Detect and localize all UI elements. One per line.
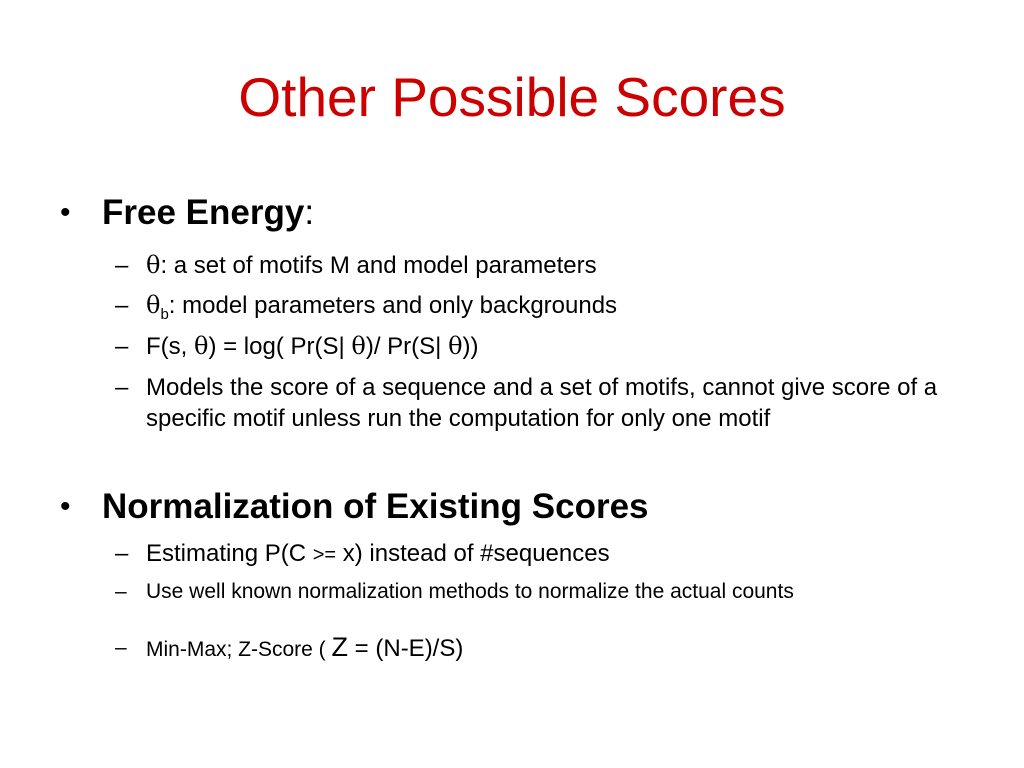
theta-subscript: b bbox=[160, 306, 169, 323]
heading-free-energy: Free Energy bbox=[102, 193, 305, 232]
bullet-icon: • bbox=[60, 490, 71, 523]
list-item bbox=[115, 372, 965, 434]
dash-icon: – bbox=[115, 333, 129, 360]
heading-normalization: Normalization of Existing Scores bbox=[102, 487, 649, 526]
list-item bbox=[115, 632, 965, 665]
dash-icon: – bbox=[115, 292, 129, 319]
item-text: Use well known normalization methods to normalize the actual counts bbox=[146, 580, 794, 603]
slide-title: Other Possible Scores bbox=[238, 66, 786, 128]
theta-symbol: θ bbox=[351, 332, 366, 360]
formula-free-energy: F(s, θ) = log( Pr(S| θ)/ Pr(S| θ)) bbox=[146, 332, 479, 360]
dash-icon: – bbox=[115, 374, 129, 401]
list-item bbox=[115, 576, 965, 607]
dash-icon: – bbox=[115, 580, 127, 603]
theta-symbol: θ bbox=[194, 332, 209, 360]
theta-symbol: θ bbox=[146, 291, 161, 319]
list-item bbox=[115, 290, 965, 321]
theta-symbol: θ bbox=[448, 332, 463, 360]
list-item: – Estimating P(C >= x) instead of #sequences bbox=[115, 540, 610, 567]
item-text: : a set of motifs M and model parameters bbox=[160, 252, 597, 279]
item-text: Models the score of a sequence and a set of motifs, cannot give score of a specific motif unless run the computation for only one motif bbox=[146, 374, 938, 432]
dash-icon: – bbox=[115, 636, 127, 659]
formula-z-score: Min-Max; Z-Score ( Z = (N-E)/S) bbox=[146, 632, 464, 662]
dash-icon: – bbox=[115, 540, 129, 567]
item-text: : model parameters and only backgrounds bbox=[168, 292, 618, 319]
heading-colon: : bbox=[304, 193, 315, 232]
theta-symbol: θ bbox=[146, 251, 161, 279]
list-item bbox=[115, 331, 965, 362]
bullet-icon: • bbox=[60, 196, 71, 229]
dash-icon: – bbox=[115, 252, 129, 279]
list-item bbox=[115, 250, 965, 281]
